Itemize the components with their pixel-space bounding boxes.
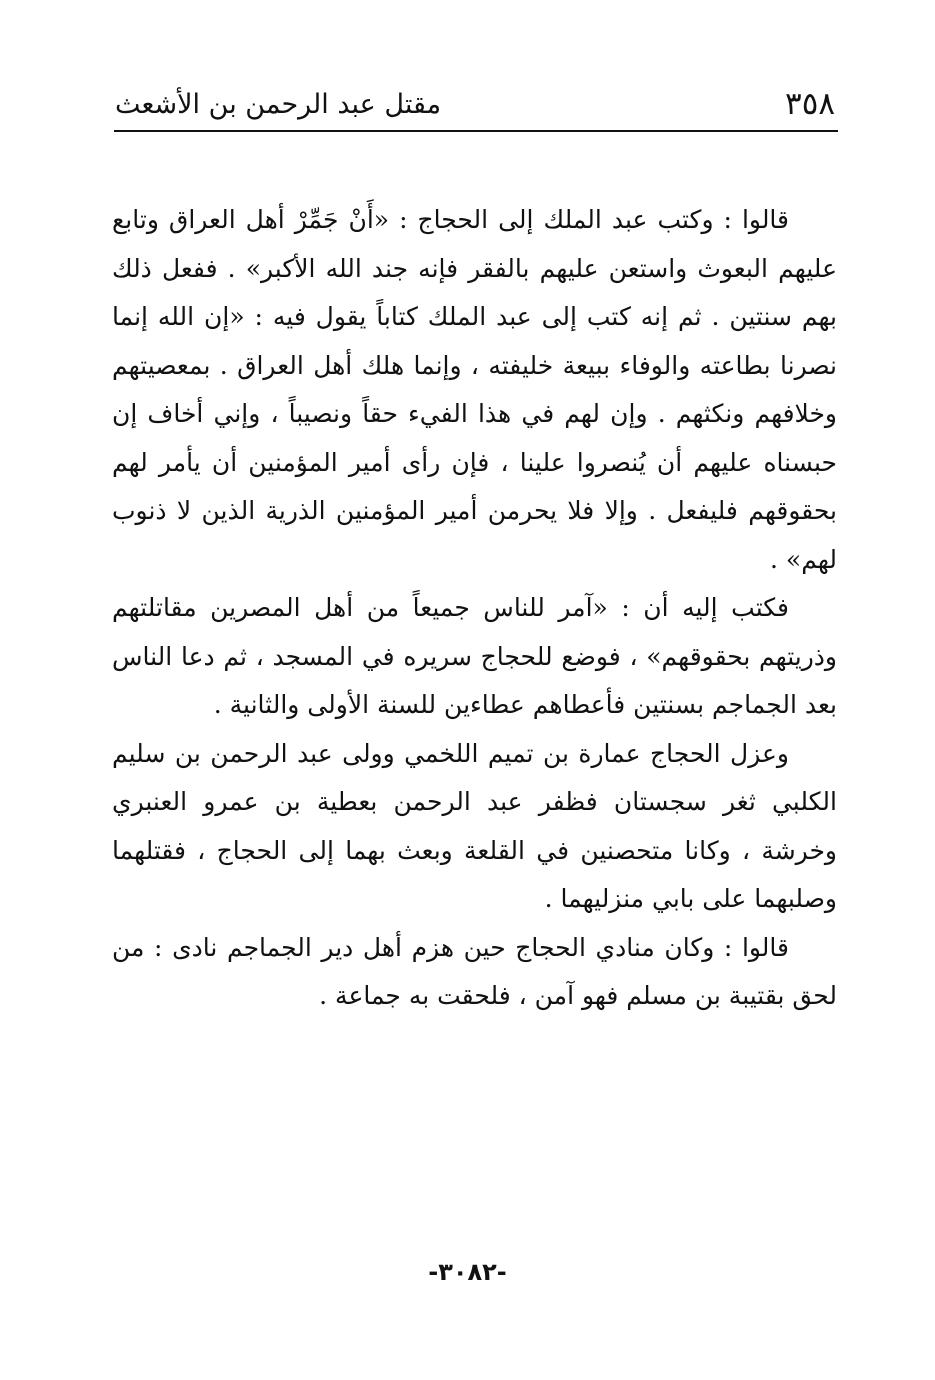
paragraph-4: قالوا : وكان منادي الحجاج حين هزم أهل دير الجماجم نادى : من لحق بقتيبة بن مسلم فهو آمن ، فلحقت به جماعة . — [112, 932, 837, 1010]
page-header — [115, 84, 835, 130]
paragraph-1: قالوا : وكتب عبد الملك إلى الحجاج : «أَنْ جَمِّرْ أهل العراق وتابع عليهم البعوث واستعن عليهم بالفقر فإنه جند الله الأكبر» . ففعل ذلك بهم سنتين . ثم إنه كتب إلى عبد الملك كتاباً يقول فيه : «إن الله إنما نصرنا بطاعته والوفاء ببيعة خليفته ، وإنما هلك أهل العراق . بمعصيتهم وخلافهم ونكثهم . وإن لهم في هذا الفيء حقاً ونصيباً ، وإني أخاف إن حبسناه عليهم أن يُنصروا علينا ، فإن رأى أمير المؤمنين أن يأمر لهم بحقوقهم فليفعل . وإلا فلا يحرمن أمير المؤمنين الذرية الذين لا ذنوب لهم» . — [112, 205, 837, 574]
body-text — [112, 196, 837, 1021]
paragraph-2: فكتب إليه أن : «آمر للناس جميعاً من أهل المصرين مقاتلتهم وذريتهم بحقوقهم» ، فوضع للحجاج سريره في المسجد ، ثم دعا الناس بعد الجماجم بسنتين فأعطاهم عطاءين للسنة الأولى والثانية . — [112, 593, 837, 719]
page-number: ٣٥٨ — [785, 86, 835, 122]
footer-page-number: -٣٠٨٢- — [428, 1258, 507, 1286]
paragraph-3: وعزل الحجاج عمارة بن تميم اللخمي وولى عبد الرحمن بن سليم الكلبي ثغر سجستان فظفر عبد الرحمن بعطية بن عمرو العنبري وخرشة ، وكانا متحصنين في القلعة وبعث بهما إلى الحجاج ، فقتلهما وصلبهما على بابي منزليهما . — [112, 738, 837, 913]
running-title: مقتل عبد الرحمن بن الأشعث — [115, 89, 442, 120]
header-rule — [114, 130, 838, 132]
